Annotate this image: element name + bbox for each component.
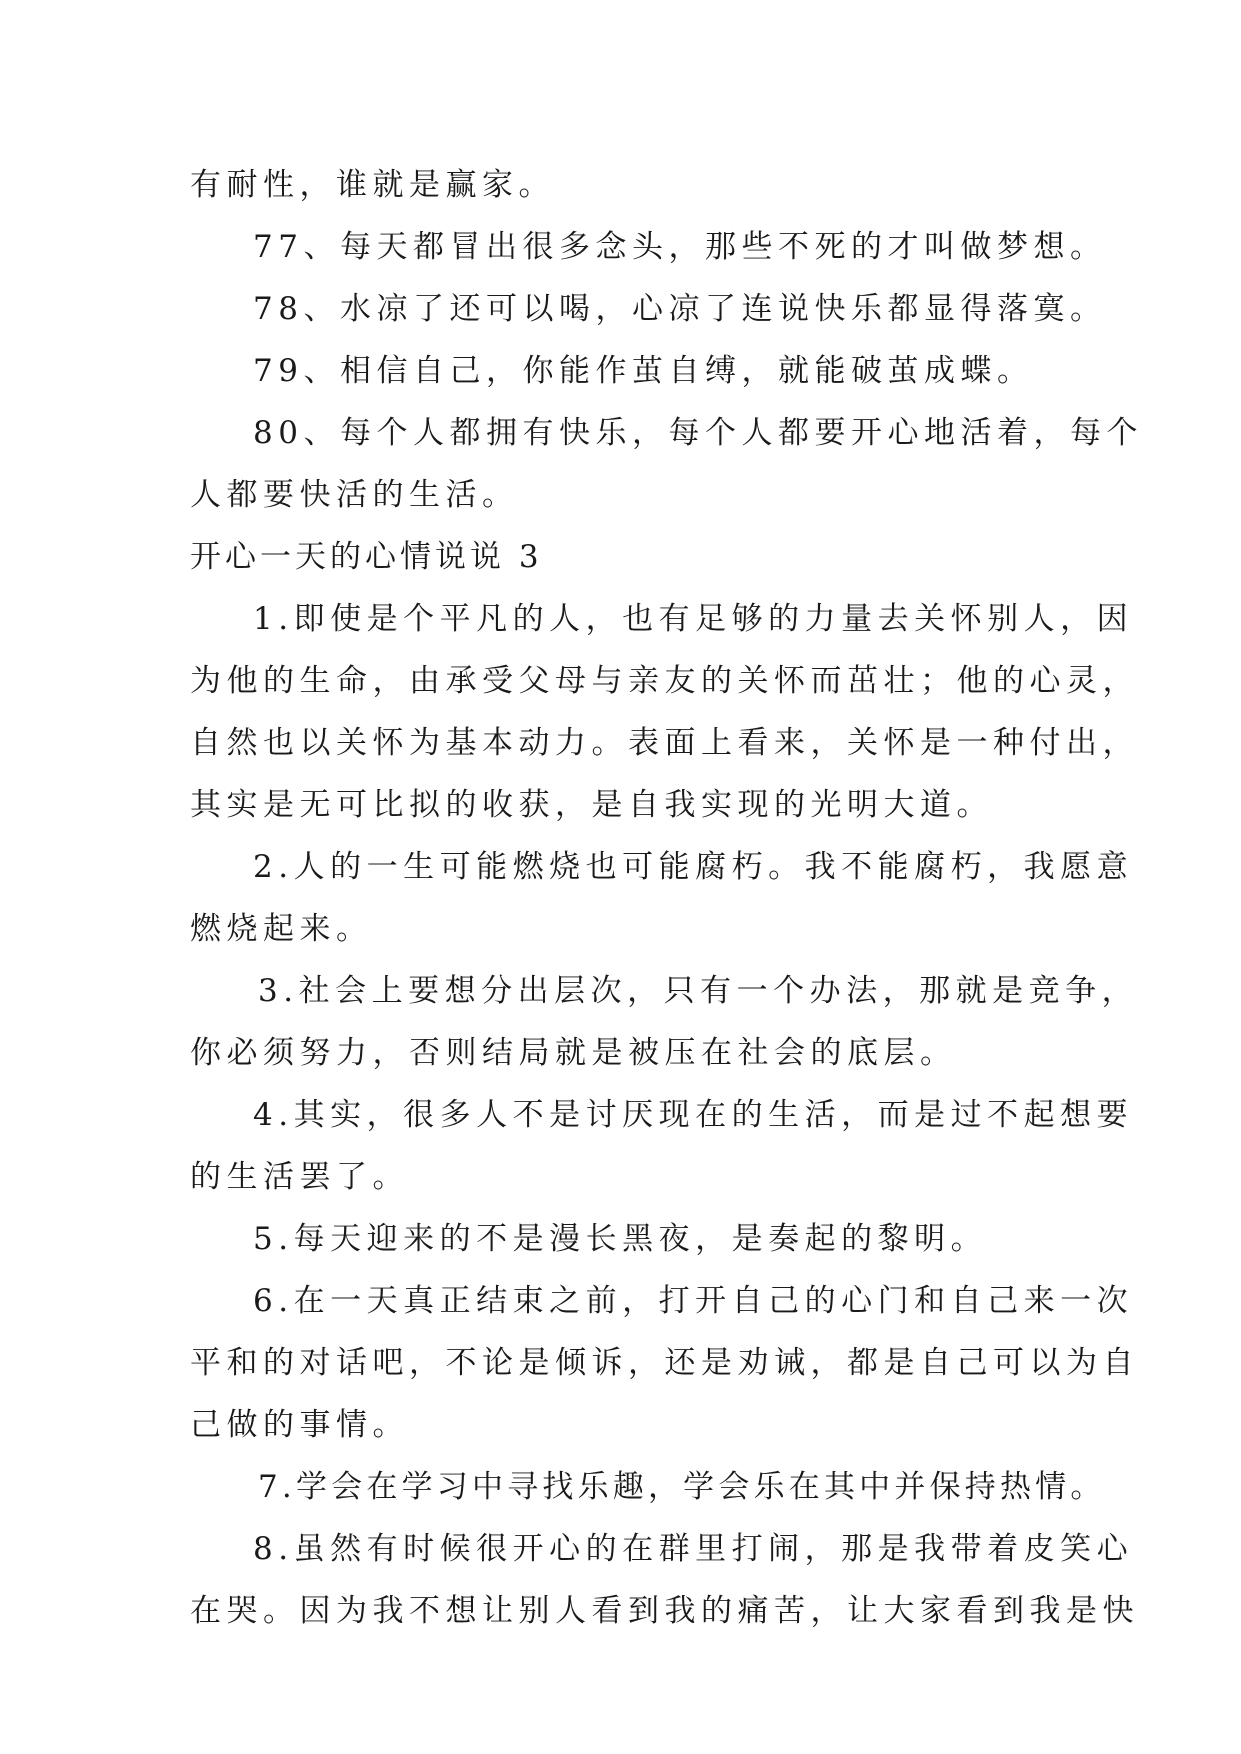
quote-78: 78、水凉了还可以喝，心凉了连说快乐都显得落寞。 [253,291,1107,327]
text-line: 其实是无可比拟的收获，是自我实现的光明大道。 [190,787,993,823]
text-line: 人都要快活的生活。 [190,477,519,513]
quote-6: 6.在一天真正结束之前，打开自己的心门和自己来一次 [253,1283,1134,1319]
quote-80: 80、每个人都拥有快乐，每个人都要开心地活着，每个 [253,415,1143,451]
quote-77: 77、每天都冒出很多念头，那些不死的才叫做梦想。 [253,229,1107,265]
quote-4: 4.其实，很多人不是讨厌现在的生活，而是过不起想要 [253,1097,1134,1133]
text-line: 己做的事情。 [190,1407,409,1443]
text-line: 自然也以关怀为基本动力。表面上看来，关怀是一种付出， [190,725,1139,761]
quote-1: 1.即使是个平凡的人，也有足够的力量去关怀别人，因 [253,601,1134,637]
quote-7: 7.学会在学习中寻找乐趣，学会乐在其中并保持热情。 [258,1469,1106,1505]
text-line: 有耐性，谁就是赢家。 [190,167,555,203]
text-line: 的生活罢了。 [190,1159,409,1195]
text-line: 为他的生命，由承受父母与亲友的关怀而茁壮；他的心灵， [190,663,1139,699]
section-heading: 开心一天的心情说说 3 [190,539,543,575]
text-line: 平和的对话吧，不论是倾诉，还是劝诫，都是自己可以为自 [190,1345,1139,1381]
quote-2: 2.人的一生可能燃烧也可能腐朽。我不能腐朽，我愿意 [253,849,1134,885]
quote-8: 8.虽然有时候很开心的在群里打闹，那是我带着皮笑心 [253,1531,1134,1567]
text-line: 你必须努力，否则结局就是被压在社会的底层。 [190,1035,957,1071]
text-line: 在哭。因为我不想让别人看到我的痛苦，让大家看到我是快 [190,1593,1139,1629]
quote-5: 5.每天迎来的不是漫长黑夜，是奏起的黎明。 [253,1221,988,1257]
quote-79: 79、相信自己，你能作茧自缚，就能破茧成蝶。 [253,353,1034,389]
text-line: 燃烧起来。 [190,911,373,947]
quote-3: 3.社会上要想分出层次，只有一个办法，那就是竞争， [258,973,1139,1009]
